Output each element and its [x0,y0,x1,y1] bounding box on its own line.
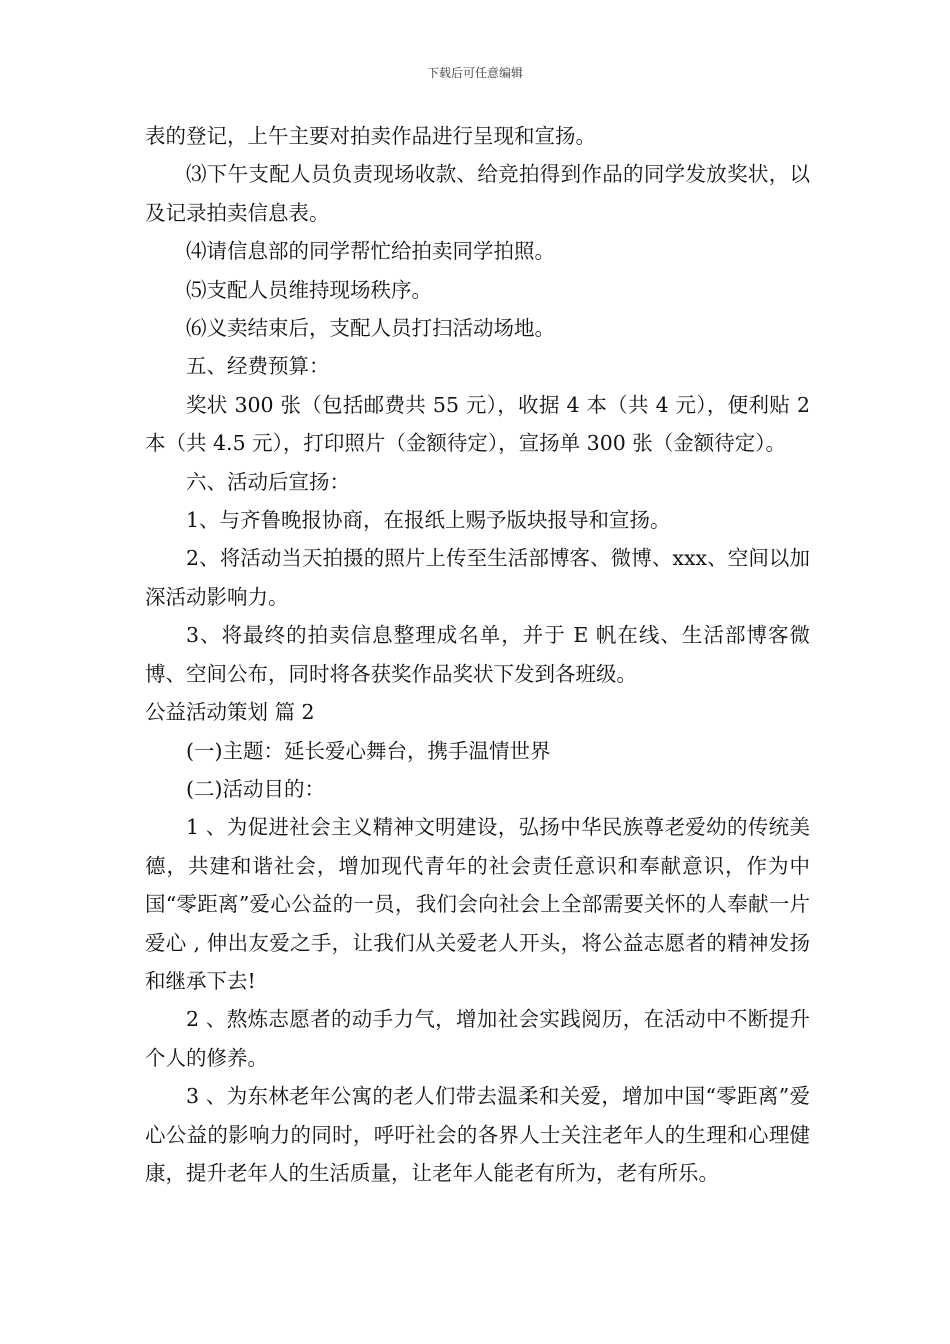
paragraph: ⑶下午支配人员负责现场收款、给竞拍得到作品的同学发放奖状，以及记录拍卖信息表。 [145,162,810,225]
list-item: 2、将活动当天拍摄的照片上传至生活部博客、微博、xxx、空间以加深活动影响力。 [145,546,810,609]
list-item: 2 、熬炼志愿者的动手力气，增加社会实践阅历，在活动中不断提升个人的修养。 [145,1007,810,1070]
page-header: 下载后可任意编辑 [426,66,523,80]
paragraph: ⑸支配人员维持现场秩序。 [186,277,432,302]
section-heading: 五、经费预算： [186,354,330,379]
list-item: 1、与齐鲁晚报协商，在报纸上赐予版块报导和宣扬。 [186,508,671,533]
list-item: 1 、为促进社会主义精神文明建设，弘扬中华民族尊老爱幼的传统美德，共建和谐社会，增加现代青年的社会责任意识和奉献意识，作为中国“零距离”爱心公益的一员，我们会向社会上全部需要关怀的人奉献一片爱心 , 伸出友爱之手，让我们从关爱老人开头，将公益志愿者的精神发扬和继承下去! [145,815,810,993]
section-heading: 六、活动后宣扬： [186,469,350,494]
section-heading: (一)主题：延长爱心舞台，携手温情世界 [186,738,551,763]
chapter-title: 公益活动策划 篇 2 [145,700,315,725]
paragraph: ⑹义卖结束后，支配人员打扫活动场地。 [186,316,555,341]
paragraph: 表的登记，上午主要对拍卖作品进行呈现和宣扬。 [145,124,596,148]
paragraph: 奖状 300 张（包括邮费共 55 元），收据 4 本（共 4 元），便利贴 2 本（共 4.5 元），打印照片（金额待定），宣扬单 300 张（金额待定）。 [145,392,810,456]
paragraph: ⑷请信息部的同学帮忙给拍卖同学拍照。 [186,239,555,264]
list-item: 3、将最终的拍卖信息整理成名单，并于 E 帆在线、生活部博客微博、空间公布，同时将各获奖作品奖状下发到各班级。 [145,623,810,686]
document-body [145,117,810,1192]
section-heading: (二)活动目的： [186,776,325,801]
list-item: 3 、为东林老年公寓的老人们带去温柔和关爱，增加中国“零距离”爱心公益的影响力的同时，呼吁社会的各界人士关注老年人的生理和心理健康，提升老年人的生活质量，让老年人能老有所为，老有所乐。 [145,1084,810,1185]
